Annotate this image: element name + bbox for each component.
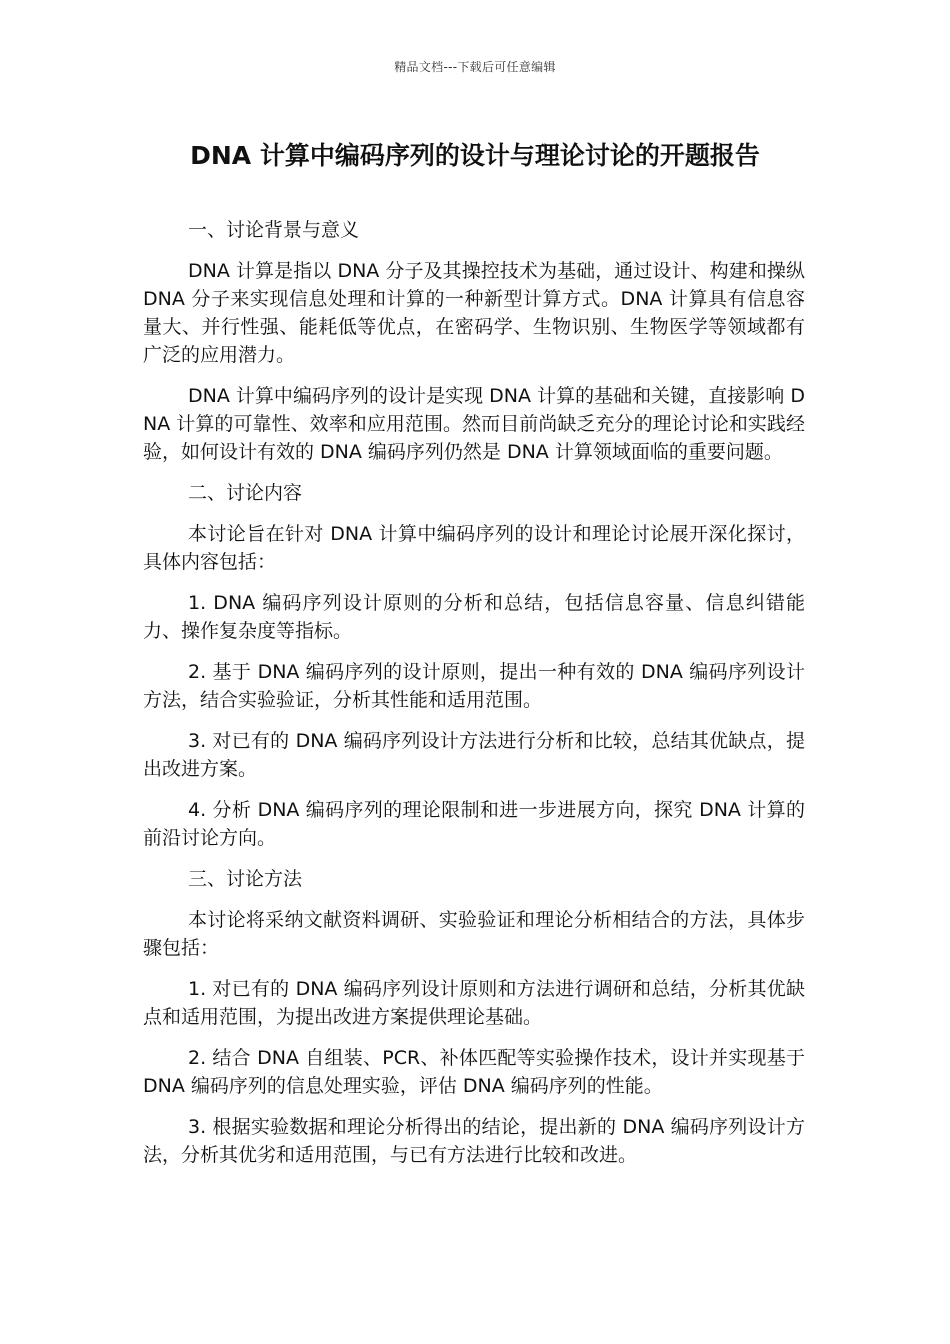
paragraph-content-intro: 本讨论旨在针对 DNA 计算中编码序列的设计和理论讨论展开深化探讨，具体内容包括： [143, 523, 805, 573]
list-item-content-1: 1. DNA 编码序列设计原则的分析和总结，包括信息容量、信息纠错能力、操作复杂度等指标。 [143, 592, 805, 642]
document-title: DNA 计算中编码序列的设计与理论讨论的开题报告 [190, 141, 760, 170]
list-item-method-1: 1. 对已有的 DNA 编码序列设计原则和方法进行调研和总结，分析其优缺点和适用范围，为提出改进方案提供理论基础。 [143, 978, 805, 1028]
list-item-method-3: 3. 根据实验数据和理论分析得出的结论，提出新的 DNA 编码序列设计方法，分析其优劣和适用范围，与已有方法进行比较和改进。 [143, 1116, 805, 1166]
header-note: 精品文档---下载后可任意编辑 [394, 60, 556, 74]
list-item-content-4: 4. 分析 DNA 编码序列的理论限制和进一步进展方向，探究 DNA 计算的前沿讨论方向。 [143, 799, 805, 849]
section-heading-background: 一、讨论背景与意义 [188, 219, 360, 241]
section-heading-content: 二、讨论内容 [188, 482, 303, 504]
list-item-content-3: 3. 对已有的 DNA 编码序列设计方法进行分析和比较，总结其优缺点，提出改进方案。 [143, 730, 805, 780]
list-item-method-2: 2. 结合 DNA 自组装、PCR、补体匹配等实验操作技术，设计并实现基于 DNA 编码序列的信息处理实验，评估 DNA 编码序列的性能。 [143, 1047, 805, 1097]
list-item-content-2: 2. 基于 DNA 编码序列的设计原则，提出一种有效的 DNA 编码序列设计方法，结合实验验证，分析其性能和适用范围。 [143, 661, 805, 711]
paragraph-dna-computing-intro: DNA 计算是指以 DNA 分子及其操控技术为基础，通过设计、构建和操纵 DNA 分子来实现信息处理和计算的一种新型计算方式。DNA 计算具有信息容量大、并行性强、能耗低等优点，在密码学、生物识别、生物医学等领域都有广泛的应用潜力。 [143, 260, 805, 366]
document-body [143, 216, 805, 1182]
paragraph-encoding-importance: DNA 计算中编码序列的设计是实现 DNA 计算的基础和关键，直接影响 DNA 计算的可靠性、效率和应用范围。然而目前尚缺乏充分的理论讨论和实践经验，如何设计有效的 DNA 编码序列仍然是 DNA 计算领域面临的重要问题。 [143, 385, 805, 463]
section-heading-methods: 三、讨论方法 [188, 868, 303, 890]
paragraph-methods-intro: 本讨论将采纳文献资料调研、实验验证和理论分析相结合的方法，具体步骤包括： [143, 909, 805, 959]
